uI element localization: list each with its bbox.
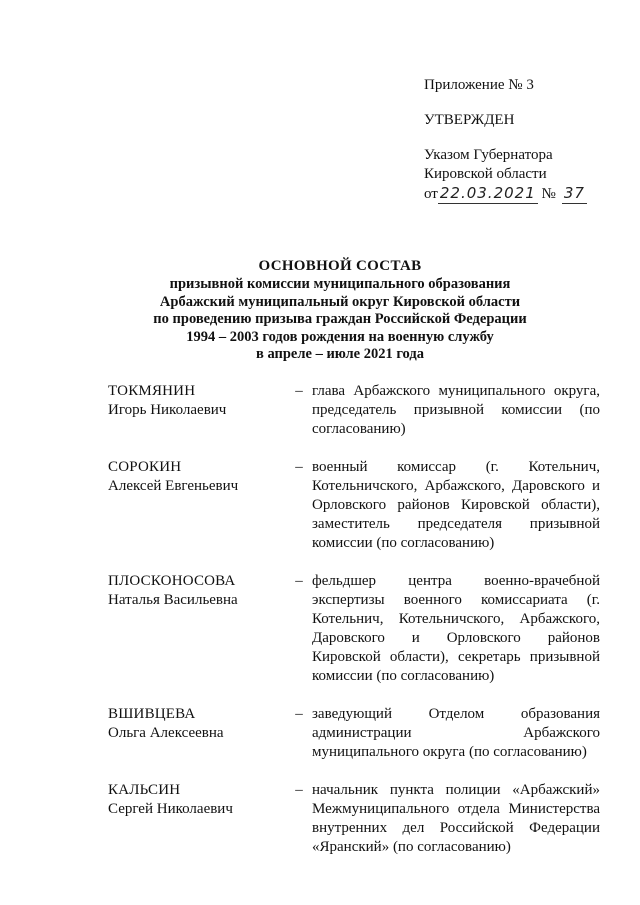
title-line-2: Арбажский муниципальный округ Кировской области <box>159 293 521 310</box>
document-title <box>120 256 560 364</box>
member-dash: – <box>295 782 303 798</box>
date-prefix: от <box>424 186 438 202</box>
members-list <box>108 382 600 857</box>
member-surname: ПЛОСКОНОСОВА <box>108 573 236 589</box>
appendix-label: Приложение № 3 <box>424 77 534 93</box>
member-surname: КАЛЬСИН <box>108 782 181 798</box>
member-entry <box>108 458 600 553</box>
member-entry <box>108 705 600 762</box>
member-dash: – <box>295 573 303 589</box>
member-role: заведующий Отделом образования администрации Арбажского муниципального округа (по согласованию) <box>312 706 600 760</box>
title-line-5: в апреле – июле 2021 года <box>256 346 424 362</box>
member-dash: – <box>295 459 303 475</box>
member-person <box>108 705 286 743</box>
number-prefix: № <box>541 186 556 202</box>
approved-label: УТВЕРЖДЕН <box>424 112 515 128</box>
member-role: начальник пункта полиции «Арбажский» Межмуниципального отдела Министерства внутренних дел Российской Федерации «Яранский» (по согласованию) <box>312 782 600 855</box>
title-line-3: по проведению призыва граждан Российской Федерации <box>153 311 527 327</box>
title-line-1: призывной комиссии муниципального образования <box>169 276 511 292</box>
member-role: глава Арбажского муниципального округа, председатель призывной комиссии (по согласованию) <box>312 383 600 437</box>
decree-line-1: Указом Губернатора <box>424 147 553 163</box>
member-entry <box>108 382 600 439</box>
member-person <box>108 572 286 610</box>
member-name: Наталья Васильевна <box>108 592 238 608</box>
member-entry <box>108 572 600 686</box>
member-name: Ольга Алексеевна <box>108 725 224 741</box>
member-dash: – <box>295 706 303 722</box>
handwritten-number: 37 <box>563 184 585 202</box>
member-surname: СОРОКИН <box>108 459 182 475</box>
decree-line-2: Кировской области <box>424 166 547 182</box>
title-line-4: 1994 – 2003 годов рождения на военную службу <box>186 328 494 345</box>
member-role: военный комиссар (г. Котельнич, Котельничского, Арбажского, Даровского и Орловского районов Кировской области), заместитель председателя призывной комиссии (по согласованию) <box>312 459 600 551</box>
member-entry <box>108 781 600 857</box>
member-person <box>108 458 286 496</box>
member-name: Игорь Николаевич <box>108 402 227 418</box>
decree-date-line <box>424 184 624 204</box>
decree-number <box>542 186 587 202</box>
member-surname: ТОКМЯНИН <box>108 383 196 399</box>
member-role: фельдшер центра военно-врачебной экспертизы военного комиссариата (г. Котельнич, Котельничского, Арбажского, Даровского и Орловского районов Кировской области), секретарь призывной комиссии (по согласованию) <box>312 573 600 684</box>
member-person <box>108 781 286 819</box>
member-name: Алексей Евгеньевич <box>108 478 239 494</box>
member-person <box>108 382 286 420</box>
member-dash: – <box>295 383 303 399</box>
appendix-block <box>424 76 624 204</box>
handwritten-date: 22.03.2021 <box>439 184 536 202</box>
title-main: ОСНОВНОЙ СОСТАВ <box>258 258 422 274</box>
member-surname: ВШИВЦЕВА <box>108 706 196 722</box>
member-name: Сергей Николаевич <box>108 801 233 817</box>
decree-block <box>424 146 624 204</box>
